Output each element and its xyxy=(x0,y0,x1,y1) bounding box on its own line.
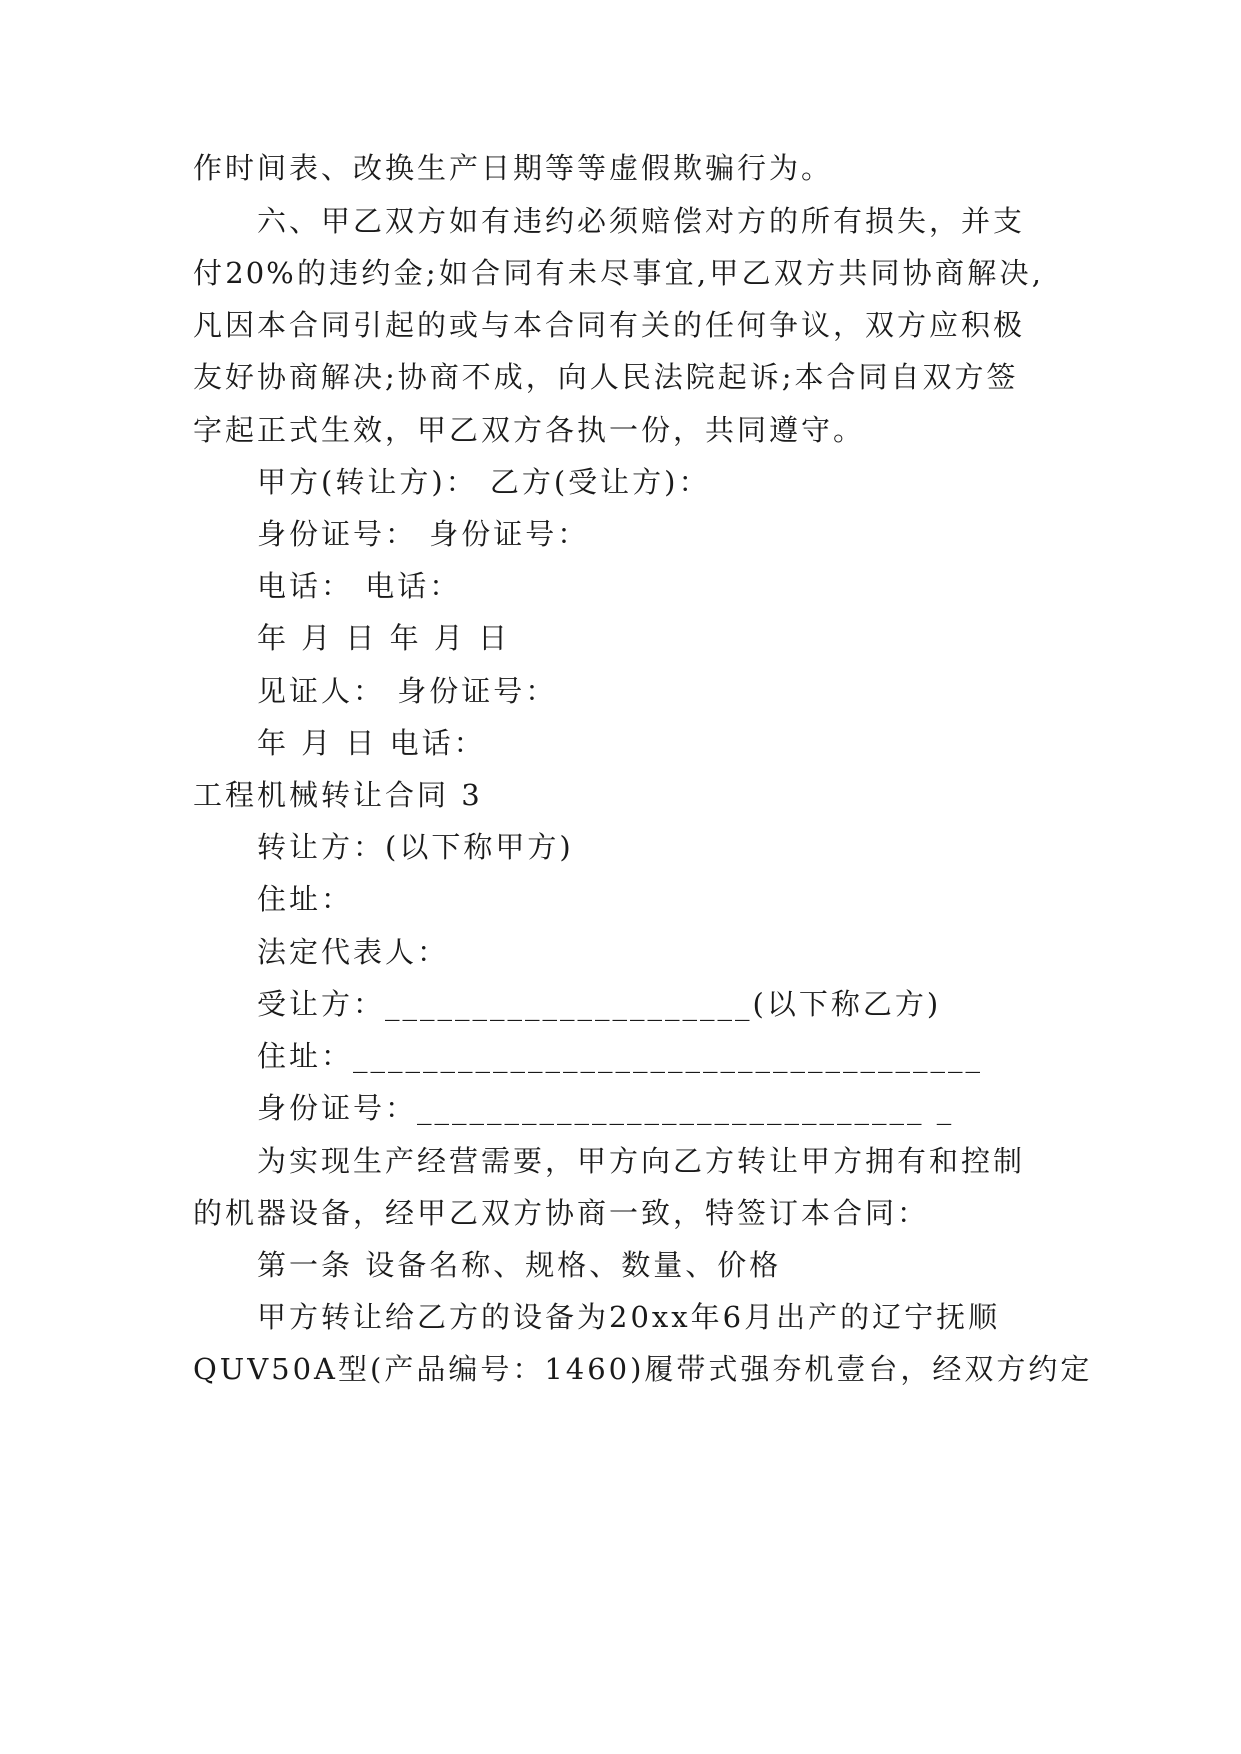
paragraph-line: 的机器设备，经甲乙双方协商一致，特签订本合同： xyxy=(193,1196,930,1230)
paragraph-line: 友好协商解决;协商不成，向人民法院起诉;本合同自双方签 xyxy=(193,360,1019,394)
address-line: 住址：____________________________________ xyxy=(257,1039,984,1073)
paragraph-line: QUV50A型(产品编号：1460)履带式强夯机壹台，经双方约定 xyxy=(193,1352,1093,1386)
transferee-line: 受让方：_____________________(以下称乙方) xyxy=(257,987,942,1021)
section-title: 工程机械转让合同 3 xyxy=(193,778,483,812)
article-heading: 第一条 设备名称、规格、数量、价格 xyxy=(257,1248,782,1282)
witness-date-line: 年 月 日 电话： xyxy=(257,726,486,760)
transferor-line: 转让方：(以下称甲方) xyxy=(257,830,574,864)
paragraph-line: 为实现生产经营需要，甲方向乙方转让甲方拥有和控制 xyxy=(257,1144,1026,1178)
paragraph-line: 凡因本合同引起的或与本合同有关的任何争议，双方应积极 xyxy=(193,308,1026,342)
id-number-line: 身份证号：_____________________________ _ xyxy=(257,1091,955,1125)
witness-line: 见证人： 身份证号： xyxy=(257,674,558,708)
paragraph-line: 字起正式生效，甲乙双方各执一份，共同遵守。 xyxy=(193,413,866,447)
paragraph-line: 甲方转让给乙方的设备为20xx年6月出产的辽宁抚顺 xyxy=(257,1300,1001,1334)
paragraph-line: 作时间表、改换生产日期等等虚假欺骗行为。 xyxy=(193,151,834,185)
signature-phone-line: 电话： 电话： xyxy=(257,569,462,603)
signature-party-line: 甲方(转让方)： 乙方(受让方)： xyxy=(257,465,711,499)
paragraph-line: 六、甲乙双方如有违约必须赔偿对方的所有损失，并支 xyxy=(257,204,1026,238)
signature-id-line: 身份证号： 身份证号： xyxy=(257,517,590,551)
paragraph-line: 付20%的违约金;如合同有未尽事宜,甲乙双方共同协商解决, xyxy=(193,256,1043,290)
legal-rep-line: 法定代表人： xyxy=(257,935,450,969)
signature-date-line: 年 月 日 年 月 日 xyxy=(257,621,511,655)
address-line: 住址： xyxy=(257,882,354,916)
